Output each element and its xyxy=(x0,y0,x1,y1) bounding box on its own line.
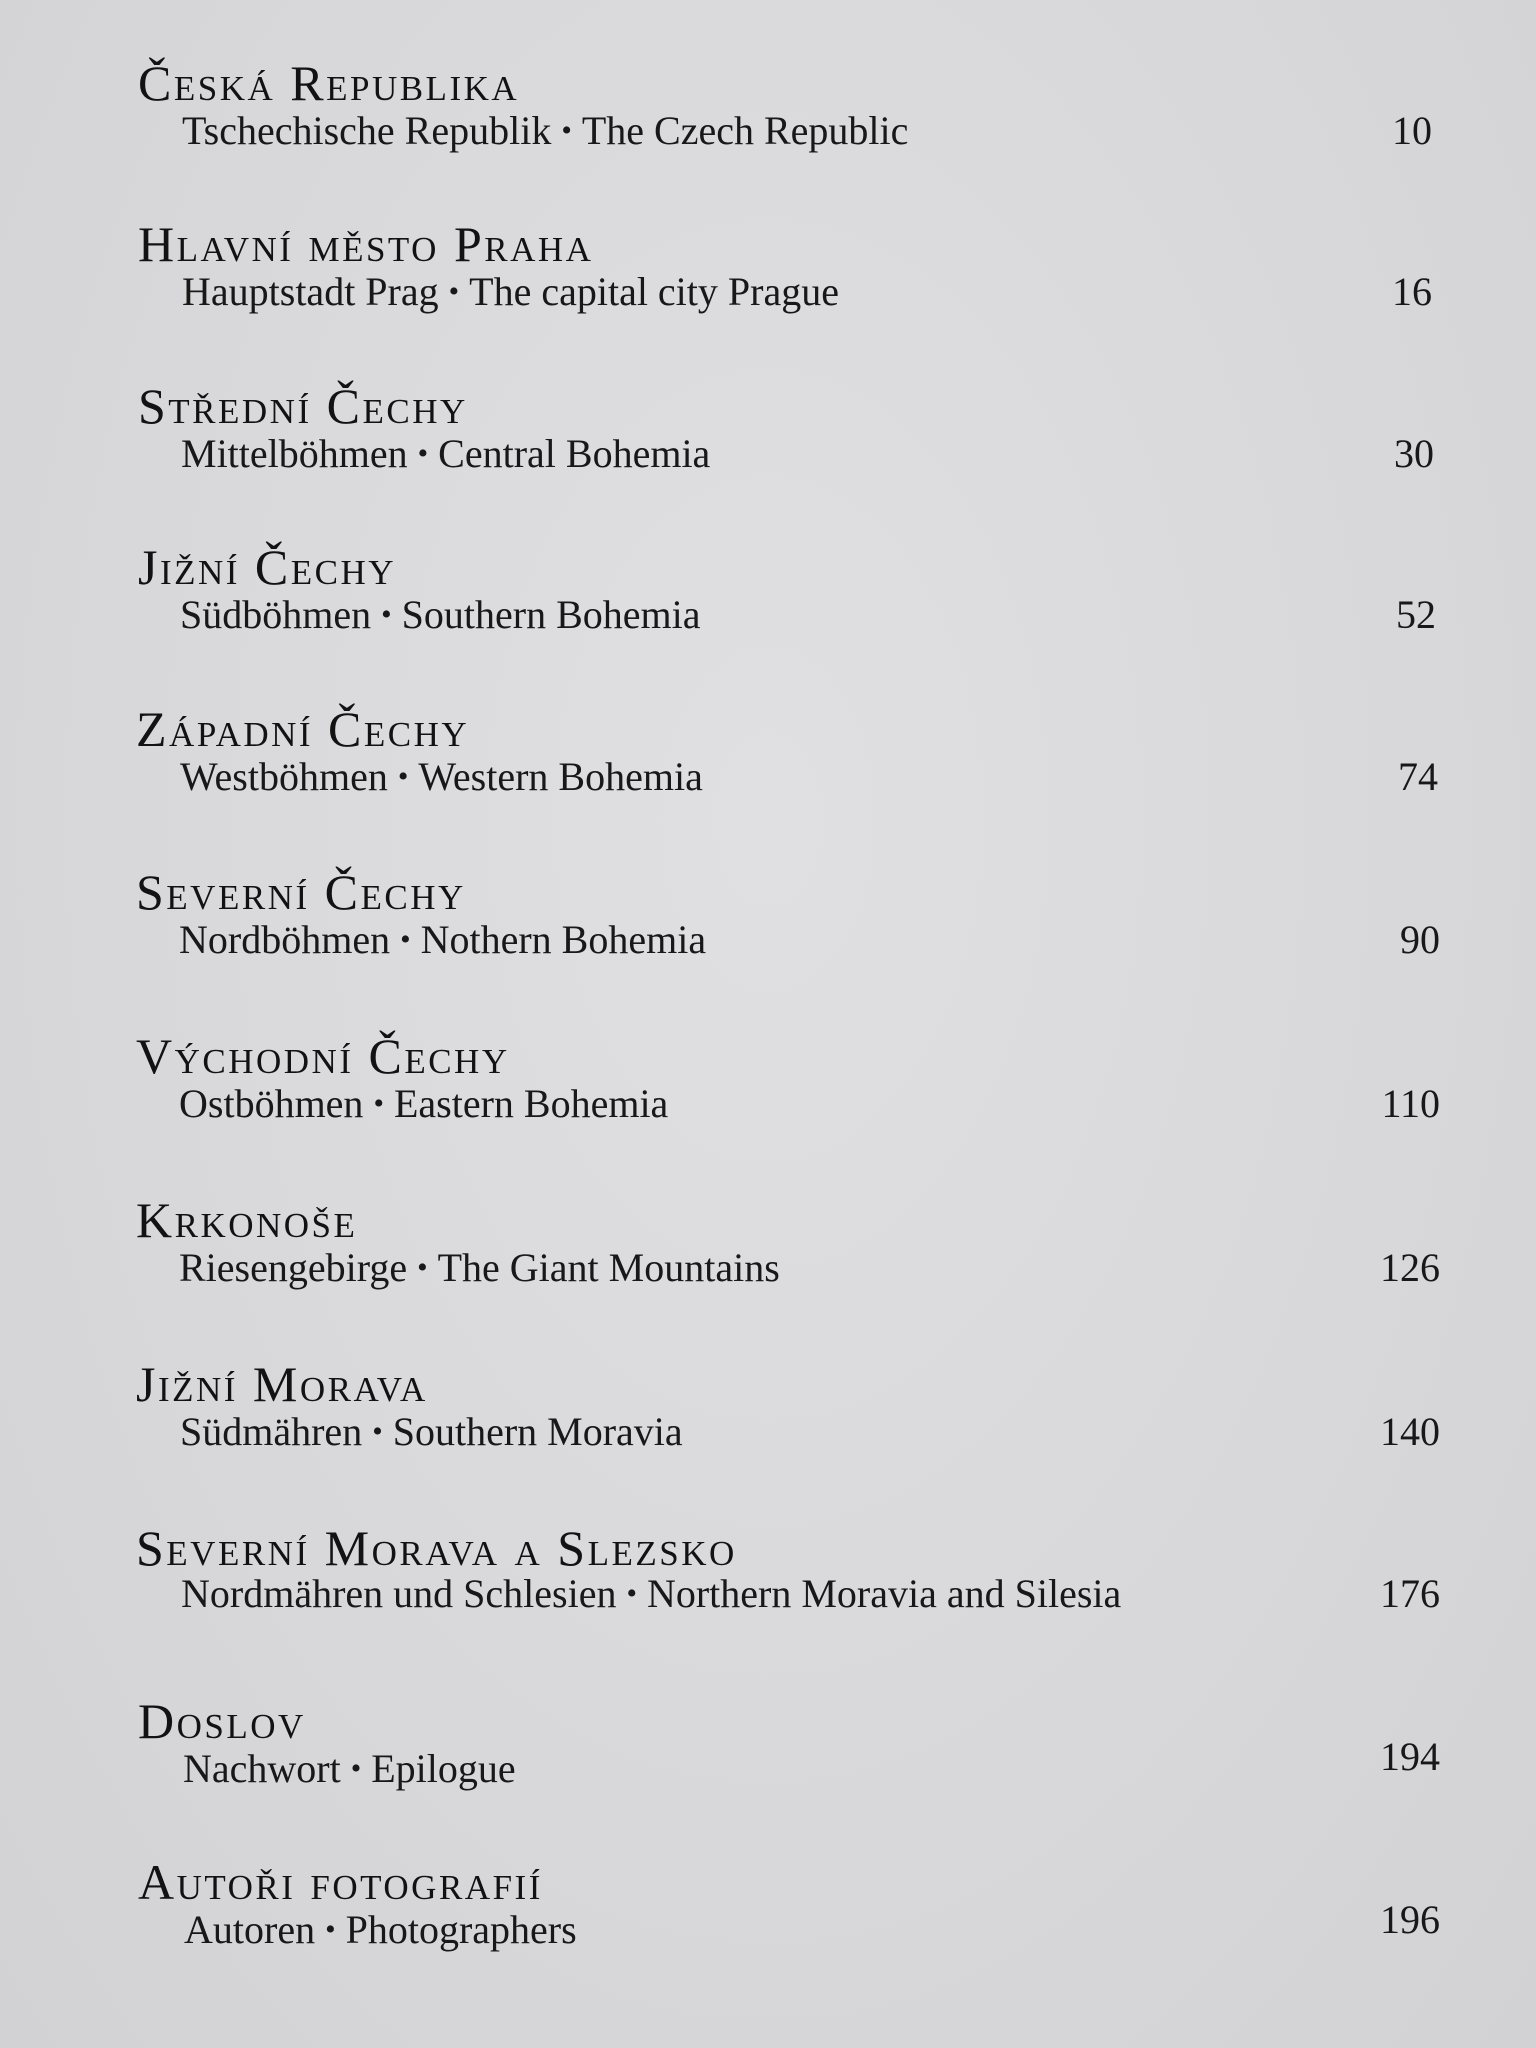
toc-entry xyxy=(0,1692,1536,1842)
bullet-separator: • xyxy=(626,1577,637,1610)
subtitle-german: Tschechische Republik xyxy=(182,108,552,153)
subtitle-english: Southern Bohemia xyxy=(401,592,701,637)
page-number: 110 xyxy=(1381,1081,1440,1126)
bullet-separator: • xyxy=(372,1415,383,1448)
page-number: 10 xyxy=(1392,108,1432,153)
subtitle-english: Northern Moravia and Silesia xyxy=(646,1571,1122,1616)
toc-subtitle xyxy=(183,1744,516,1794)
toc-entry xyxy=(0,215,1536,365)
page-number: 30 xyxy=(1394,431,1434,476)
bullet-separator: • xyxy=(561,114,572,147)
subtitle-english: Central Bohemia xyxy=(438,431,711,476)
subtitle-german: Hauptstadt Prag xyxy=(182,269,439,314)
bullet-separator: • xyxy=(397,760,409,793)
toc-subtitle xyxy=(180,752,703,802)
subtitle-english: The Czech Republic xyxy=(581,108,909,153)
bullet-separator: • xyxy=(417,437,429,470)
toc-heading: Hlavní město Praha xyxy=(138,216,594,272)
subtitle-english: Eastern Bohemia xyxy=(393,1081,669,1126)
subtitle-english: Southern Moravia xyxy=(392,1409,683,1454)
toc-heading: Západní Čechy xyxy=(136,701,470,757)
toc-heading: Autoři fotografií xyxy=(138,1854,543,1910)
subtitle-german: Westböhmen xyxy=(180,754,388,799)
subtitle-german: Südmähren xyxy=(180,1409,363,1454)
subtitle-german: Autoren xyxy=(184,1907,316,1952)
page-number: 52 xyxy=(1396,592,1436,637)
page-number: 74 xyxy=(1398,754,1438,799)
subtitle-english: The Giant Mountains xyxy=(437,1245,780,1290)
toc-heading: Východní Čechy xyxy=(136,1028,510,1084)
toc-entry xyxy=(0,54,1536,204)
toc-subtitle xyxy=(181,429,710,479)
subtitle-german: Mittelböhmen xyxy=(181,431,408,476)
bullet-separator: • xyxy=(325,1913,336,1946)
subtitle-german: Südböhmen xyxy=(180,592,372,637)
subtitle-english: Nothern Bohemia xyxy=(420,917,707,962)
subtitle-english: Photographers xyxy=(345,1907,577,1952)
bullet-separator: • xyxy=(381,598,392,631)
toc-entry xyxy=(0,1027,1536,1177)
page-number: 176 xyxy=(1380,1571,1440,1616)
page-number: 194 xyxy=(1380,1734,1440,1779)
toc-subtitle xyxy=(179,1079,668,1129)
toc-subtitle xyxy=(182,106,908,156)
toc-heading: Doslov xyxy=(138,1693,306,1749)
toc-heading: Česká Republika xyxy=(138,55,520,111)
bullet-separator: • xyxy=(373,1087,384,1120)
toc-entry xyxy=(0,1355,1536,1505)
bullet-separator: • xyxy=(417,1251,428,1284)
toc-heading: Severní Morava a Slezsko xyxy=(136,1520,737,1576)
subtitle-german: Riesengebirge xyxy=(179,1245,408,1290)
toc-subtitle xyxy=(184,1905,577,1955)
bullet-separator: • xyxy=(448,275,460,308)
toc-subtitle xyxy=(182,267,839,317)
subtitle-english: Epilogue xyxy=(371,1746,516,1791)
page-number: 126 xyxy=(1380,1245,1440,1290)
page-number: 196 xyxy=(1380,1897,1440,1942)
page-number: 16 xyxy=(1392,269,1432,314)
bullet-separator: • xyxy=(350,1752,362,1785)
subtitle-german: Ostböhmen xyxy=(179,1081,364,1126)
toc-heading: Krkonoše xyxy=(136,1192,358,1248)
subtitle-english: Western Bohemia xyxy=(418,754,703,799)
bullet-separator: • xyxy=(400,923,411,956)
toc-entry xyxy=(0,377,1536,527)
toc-entry xyxy=(0,1191,1536,1341)
toc-subtitle xyxy=(181,1569,1121,1619)
subtitle-german: Nordböhmen xyxy=(179,917,391,962)
toc-heading: Severní Čechy xyxy=(136,864,466,920)
toc-heading: Jižní Morava xyxy=(136,1356,428,1412)
toc-subtitle xyxy=(179,1243,780,1293)
toc-entry xyxy=(0,700,1536,850)
page-number: 90 xyxy=(1400,917,1440,962)
toc-subtitle xyxy=(180,1407,683,1457)
toc-heading: Střední Čechy xyxy=(138,378,468,434)
toc-subtitle xyxy=(179,915,706,965)
subtitle-english: The capital city Prague xyxy=(469,269,839,314)
page-number: 140 xyxy=(1380,1409,1440,1454)
toc-subtitle xyxy=(180,590,701,640)
toc-entry xyxy=(0,538,1536,688)
toc-entry xyxy=(0,1519,1536,1669)
toc-entry xyxy=(0,863,1536,1013)
toc-entry xyxy=(0,1853,1536,2003)
subtitle-german: Nordmähren und Schlesien xyxy=(181,1571,617,1616)
subtitle-german: Nachwort xyxy=(183,1746,341,1791)
toc-heading: Jižní Čechy xyxy=(138,539,397,595)
